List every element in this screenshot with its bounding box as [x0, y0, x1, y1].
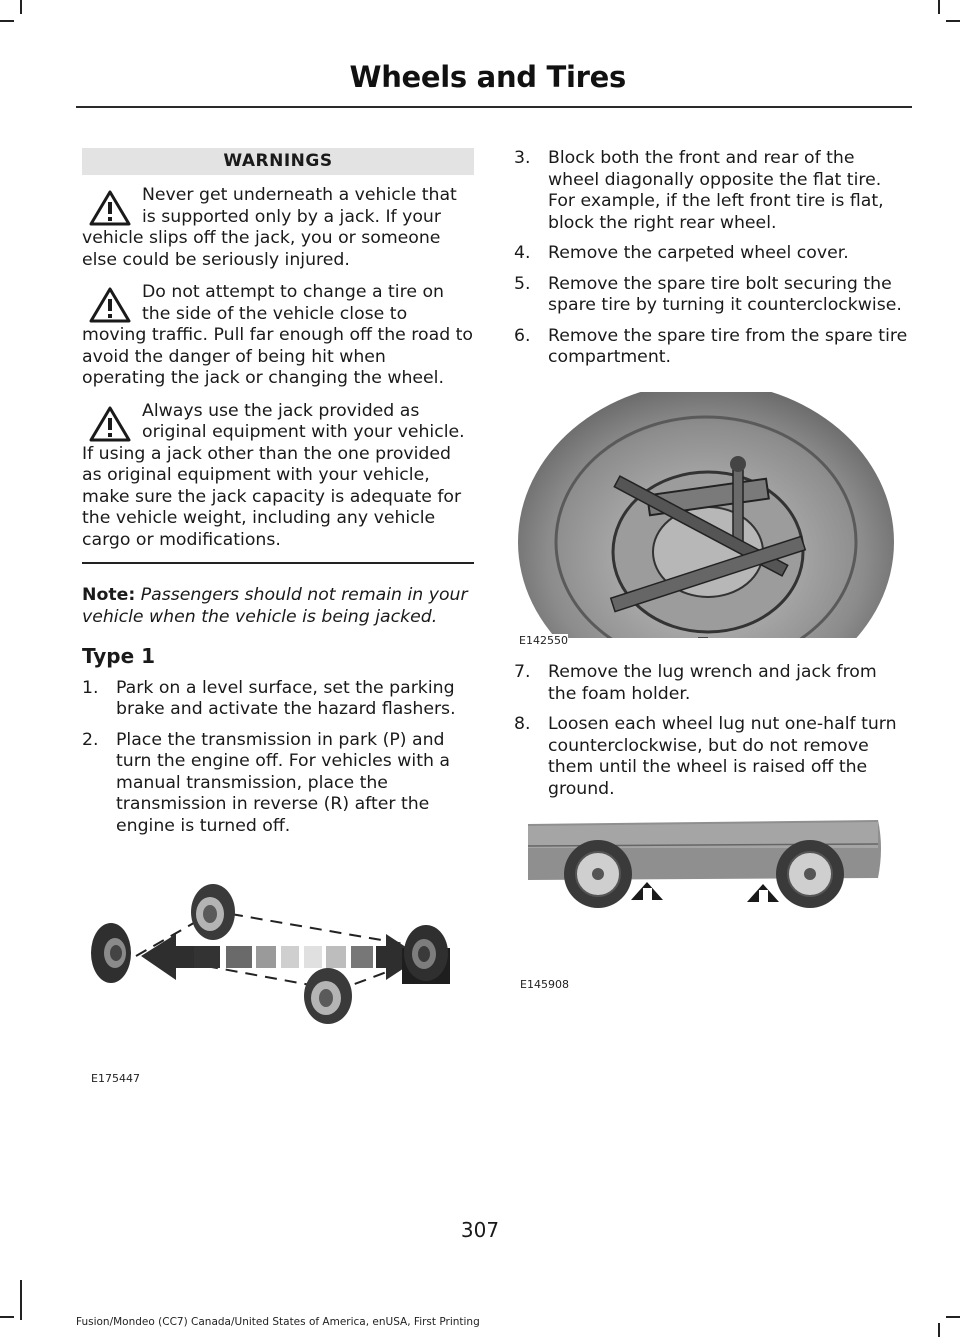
note-text: Passengers should not remain in your vehicle when the vehicle is being jacked. [82, 584, 468, 627]
step-item [514, 326, 908, 369]
footer-text: Fusion/Mondeo (CC7) Canada/United States of America, enUSA, First Printing [76, 1316, 480, 1328]
step-text: Park on a level surface, set the parking brake and activate the hazard flashers. [116, 677, 456, 719]
warning-item [82, 401, 474, 552]
warning-triangle-icon [88, 405, 132, 443]
warning-text: Never get underneath a vehicle that is supported only by a jack. If your vehicle slips off the jack, you or someone else could be seriously injured. [82, 185, 457, 270]
step-item [514, 243, 908, 265]
step-item [514, 662, 908, 705]
warnings-bottom-rule [82, 562, 474, 564]
step-number: 6. [514, 325, 531, 346]
section-heading: Type 1 [82, 643, 156, 668]
crop-mark [20, 0, 22, 14]
warning-text: Do not attempt to change a tire on the side of the vehicle close to moving traffic. Pull far enough off the road to avoid the danger of being hit when operating the jack or changing the wheel. [82, 282, 474, 388]
crop-mark [946, 20, 960, 22]
warning-triangle-icon [88, 189, 132, 227]
step-number: 8. [514, 714, 531, 734]
step-text: Remove the spare tire from the spare tire compartment. [548, 325, 908, 367]
step-text: Loosen each wheel lug nut one-half turn counterclockwise, but do not remove them until the wheel is raised off the ground. [548, 714, 897, 799]
step-text: Place the transmission in park (P) and turn the engine off. For vehicles with a manual transmission, place the transmission in reverse (R) after the engine is turned off. [116, 729, 451, 836]
left-column [82, 148, 474, 846]
warning-item [82, 185, 474, 271]
step-text: Remove the spare tire bolt securing the spare tire by turning it counterclockwise. [548, 273, 902, 315]
crop-mark [20, 1280, 22, 1320]
step-number: 4. [514, 243, 531, 263]
step-text: Block both the front and rear of the wheel diagonally opposite the flat tire. For example, if the left front tire is flat, block the right rear wheel. [548, 148, 884, 233]
crop-mark [946, 1316, 960, 1318]
vehicle-side-illustration [528, 818, 884, 910]
figure-code: E145908 [520, 978, 569, 991]
step-number: 5. [514, 273, 531, 294]
step-number: 3. [514, 148, 531, 168]
figure-code: E142550 [519, 634, 568, 647]
warnings-heading: WARNINGS [82, 148, 474, 175]
wheel-blocks-illustration [86, 876, 466, 1026]
right-column [514, 148, 908, 378]
step-number: 2. [82, 729, 99, 750]
step-item [82, 678, 474, 721]
crop-mark [0, 20, 14, 22]
warnings-box [82, 148, 474, 564]
note-paragraph [82, 584, 474, 628]
step-text: Remove the lug wrench and jack from the foam holder. [548, 662, 877, 704]
figure-code: E175447 [91, 1072, 140, 1085]
header-rule [76, 106, 912, 108]
spare-tire-compartment-illustration [518, 392, 894, 648]
crop-mark [938, 0, 940, 14]
step-number: 7. [514, 662, 531, 682]
warning-item [82, 282, 474, 390]
crop-mark [938, 1323, 940, 1337]
step-item [82, 730, 474, 838]
crop-mark [0, 1316, 14, 1318]
step-text: Remove the carpeted wheel cover. [548, 243, 849, 263]
page-title: Wheels and Tires [349, 60, 626, 94]
step-item [514, 274, 908, 317]
page-number: 307 [460, 1218, 500, 1242]
step-item [514, 148, 908, 234]
step-number: 1. [82, 677, 99, 698]
warning-triangle-icon [88, 286, 132, 324]
step-item [514, 714, 908, 800]
right-column-lower [514, 662, 908, 809]
note-label: Note: [82, 584, 136, 605]
warning-text: Always use the jack provided as original equipment with your vehicle. If using a jack other than the one provided as original equipment with your vehicle, make sure the jack capacity is adequate for the vehicle weight, including any vehicle cargo or modifications. [82, 400, 465, 550]
